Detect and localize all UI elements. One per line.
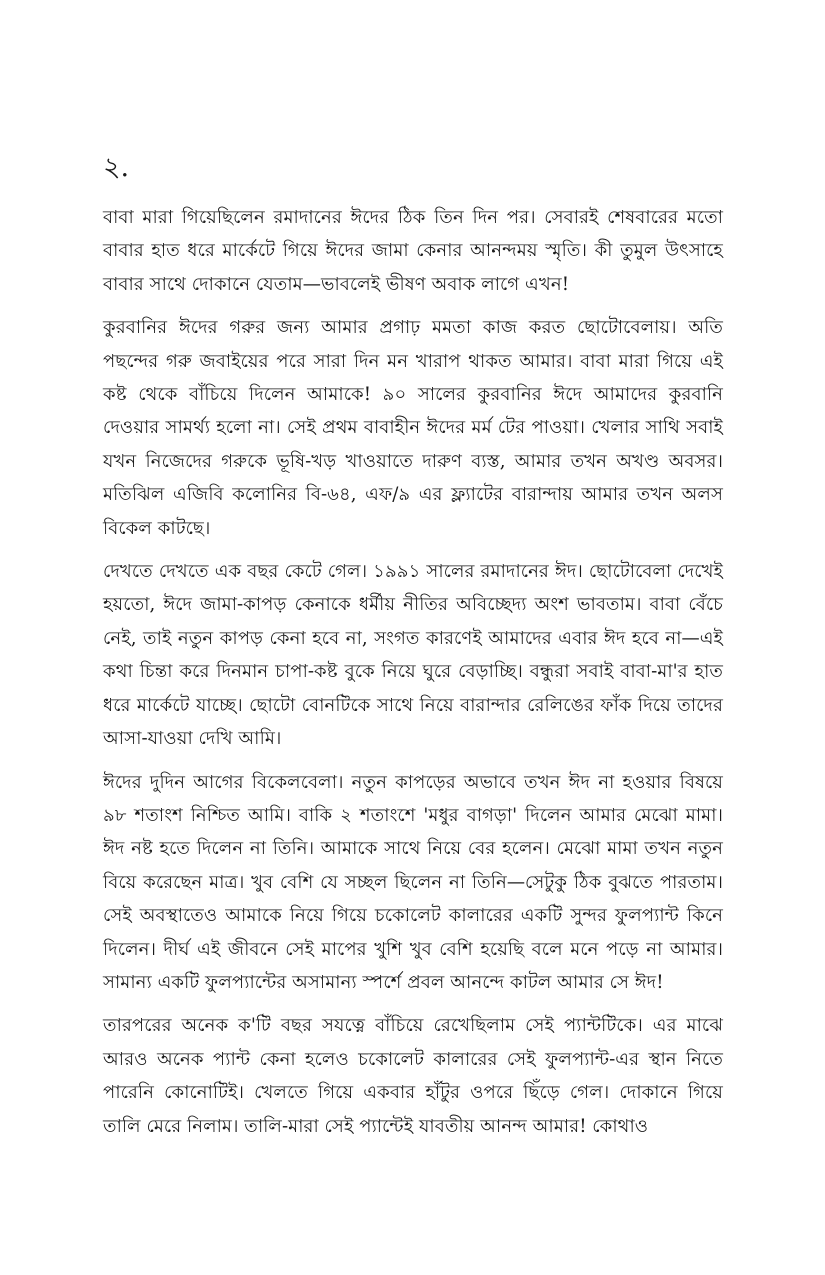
paragraph: ঈদের দুদিন আগের বিকেলবেলা। নতুন কাপড়ের অভাবে তখন ঈদ না হওয়ার বিষয়ে ৯৮ শতাংশ নিশ্চিত আমি। বাকি ২ শতাংশে 'মধুর বাগড়া' দিলেন আমার মেঝো মামা। ঈদ নষ্ট হতে দিলেন না তিনি। আমাকে সাথে নিয়ে বের হলেন। মেঝো মামা তখন নতুন বিয়ে করেছেন মাত্র। খুব বেশি যে সচ্ছল ছিলেন না তিনি—সেটুকু ঠিক বুঝতে পারতাম। সেই অবস্থাতেও আমাকে নিয়ে গিয়ে চকোলেট কালারের একটি সুন্দর ফুলপ্যান্ট কিনে দিলেন। দীর্ঘ এই জীবনে সেই মাপের খুশি খুব বেশি হয়েছি বলে মনে পড়ে না আমার। সামান্য একটি ফুলপ্যান্টের অসামান্য স্পর্শে প্রবল আনন্দে কাটল আমার সে ঈদ! bbox=[103, 771, 723, 993]
paragraph: কুরবানির ঈদের গরুর জন্য আমার প্রগাঢ় মমতা কাজ করত ছোটোবেলায়। অতি পছন্দের গরু জবাইয়ের পরে সারা দিন মন খারাপ থাকত আমার। বাবা মারা গিয়ে এই কষ্ট থেকে বাঁচিয়ে দিলেন আমাকে! ৯০ সালের কুরবানির ঈদে আমাদের কুরবানি দেওয়ার সামর্থ্য হলো না। সেই প্রথম বাবাহীন ঈদের মর্ম টের পাওয়া। খেলার সাথি সবাই যখন নিজেদের গরুকে ভূষি-খড় খাওয়াতে দারুণ ব্যস্ত, আমার তখন অখণ্ড অবসর। মতিঝিল এজিবি কলোনির বি-৬৪, এফ/৯ এর ফ্ল্যাটের বারান্দায় আমার তখন অলস বিকেল কাটছে। bbox=[103, 317, 723, 539]
paragraph: তারপরের অনেক ক'টি বছর সযত্নে বাঁচিয়ে রেখেছিলাম সেই প্যান্টটিকে। এর মাঝে আরও অনেক প্যান্ট কেনা হলেও চকোলেট কালারের সেই ফুলপ্যান্ট-এর স্থান নিতে পারেনি কোনোটিই। খেলতে গিয়ে একবার হাঁটুর ওপরে ছিঁড়ে গেল। দোকানে গিয়ে তালি মেরে নিলাম। তালি-মারা সেই প্যান্টেই যাবতীয় আনন্দ আমার! কোথাও bbox=[103, 1015, 723, 1137]
chapter-number: ২. bbox=[103, 152, 130, 183]
book-page bbox=[103, 148, 723, 1153]
paragraph: বাবা মারা গিয়েছিলেন রমাদানের ঈদের ঠিক তিন দিন পর। সেবারই শেষবারের মতো বাবার হাত ধরে মার্কেটে গিয়ে ঈদের জামা কেনার আনন্দময় স্মৃতি। কী তুমুল উৎসাহে বাবার সাথে দোকানে যেতাম—ভাবলেই ভীষণ অবাক লাগে এখন! bbox=[103, 207, 723, 295]
paragraph: দেখতে দেখতে এক বছর কেটে গেল। ১৯৯১ সালের রমাদানের ঈদ। ছোটোবেলা দেখেই হয়তো, ঈদে জামা-কাপড় কেনাকে ধর্মীয় নীতির অবিচ্ছেদ্য অংশ ভাবতাম। বাবা বেঁচে নেই, তাই নতুন কাপড় কেনা হবে না, সংগত কারণেই আমাদের এবার ঈদ হবে না—এই কথা চিন্তা করে দিনমান চাপা-কষ্ট বুকে নিয়ে ঘুরে বেড়াচ্ছি। বন্ধুরা সবাই বাবা-মা'র হাত ধরে মার্কেটে যাচ্ছে। ছোটো বোনটিকে সাথে নিয়ে বারান্দার রেলিঙের ফাঁক দিয়ে তাদের আসা-যাওয়া দেখি আমি। bbox=[103, 561, 723, 750]
